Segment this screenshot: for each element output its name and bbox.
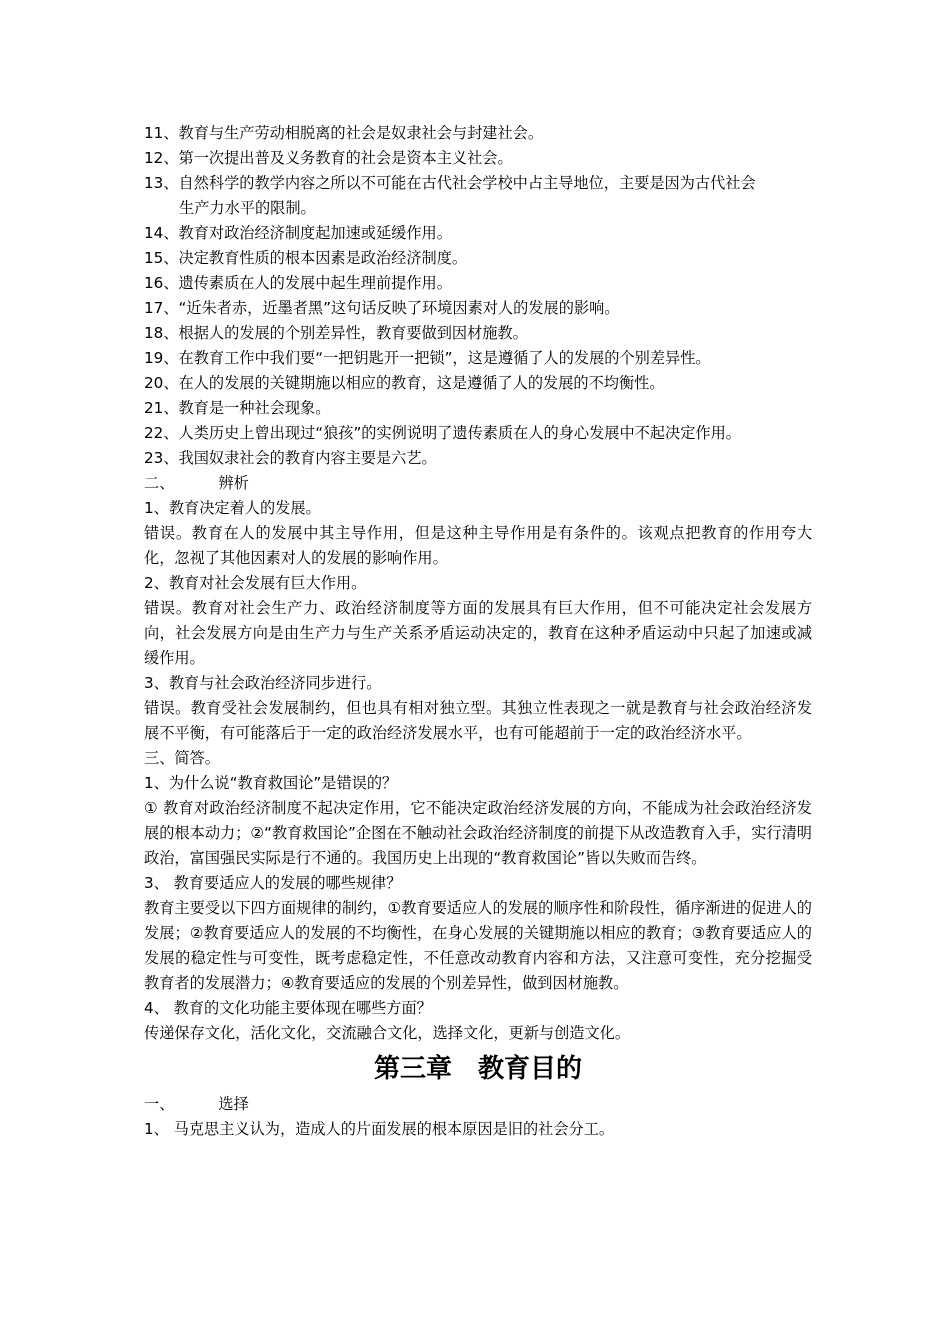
answer: 错误。教育受社会发展制约，但也具有相对独立型。其独立性表现之一就是教育与社会政治经济发展不平衡，有可能落后于一定的政治经济发展水平，也有可能超前于一定的政治经济水平。 xyxy=(144,699,812,742)
answer: ① 教育对政治经济制度不起决定作用，它不能决定政治经济发展的方向，不能成为社会政治经济发展的根本动力；②“教育救国论”企图在不触动社会政治经济制度的前提下从改造教育入手，实行清明政治，富国强民实际是行不通的。我国历史上出现的“教育救国论”皆以失败而告终。 xyxy=(144,799,812,867)
answer: 传递保存文化，活化文化，交流融合文化，选择文化，更新与创造文化。 xyxy=(144,1024,630,1042)
question: 1、教育决定着人的发展。 xyxy=(144,499,321,517)
section-number: 二、 xyxy=(144,474,175,492)
list-item-continuation: 生产力水平的限制。 xyxy=(179,199,316,217)
document-page xyxy=(144,121,812,1142)
list-item: 11、教育与生产劳动相脱离的社会是奴隶社会与封建社会。 xyxy=(144,124,544,142)
section-title: 选择 xyxy=(218,1095,249,1113)
list-item: 18、根据人的发展的个别差异性，教育要做到因材施教。 xyxy=(144,324,528,342)
question: 3、 教育要适应人的发展的哪些规律？ xyxy=(144,874,402,892)
list-item: 14、教育对政治经济制度起加速或延缓作用。 xyxy=(144,224,452,242)
section-title: 辨析 xyxy=(218,474,249,492)
list-item: 23、我国奴隶社会的教育内容主要是六艺。 xyxy=(144,449,437,467)
answer: 错误。教育对社会生产力、政治经济制度等方面的发展具有巨大作用，但不可能决定社会发展方向，社会发展方向是由生产力与生产关系矛盾运动决定的，教育在这种矛盾运动中只起了加速或减缓作用。 xyxy=(144,599,812,667)
list-item: 15、决定教育性质的根本因素是政治经济制度。 xyxy=(144,249,468,267)
question: 4、 教育的文化功能主要体现在哪些方面？ xyxy=(144,999,432,1017)
list-item: 1、 马克思主义认为，造成人的片面发展的根本原因是旧的社会分工。 xyxy=(144,1120,615,1138)
section-heading xyxy=(144,1092,812,1117)
list-item: 19、在教育工作中我们要“一把钥匙开一把锁”，这是遵循了人的发展的个别差异性。 xyxy=(144,349,711,367)
question: 3、教育与社会政治经济同步进行。 xyxy=(144,674,382,692)
list-item: 21、教育是一种社会现象。 xyxy=(144,399,331,417)
chapter-title: 第三章 教育目的 xyxy=(373,1054,582,1084)
list-item: 20、在人的发展的关键期施以相应的教育，这是遵循了人的发展的不均衡性。 xyxy=(144,374,665,392)
answer: 错误。教育在人的发展中其主导作用，但是这种主导作用是有条件的。该观点把教育的作用夸大化，忽视了其他因素对人的发展的影响作用。 xyxy=(144,524,812,567)
section-heading xyxy=(144,471,812,496)
question: 2、教育对社会发展有巨大作用。 xyxy=(144,574,367,592)
list-item: 16、遗传素质在人的发展中起生理前提作用。 xyxy=(144,274,452,292)
question: 1、为什么说“教育救国论”是错误的？ xyxy=(144,774,398,792)
list-item: 12、第一次提出普及义务教育的社会是资本主义社会。 xyxy=(144,149,513,167)
list-item: 13、自然科学的教学内容之所以不可能在古代社会学校中占主导地位，主要是因为古代社会 xyxy=(144,174,756,192)
answer: 教育主要受以下四方面规律的制约，①教育要适应人的发展的顺序性和阶段性，循序渐进的促进人的发展；②教育要适应人的发展的不均衡性，在身心发展的关键期施以相应的教育；③教育要适应人的发展的稳定性与可变性，既考虑稳定性，不任意改动教育内容和方法，又注意可变性，充分挖掘受教育者的发展潜力；④教育要适应的发展的个别差异性，做到因材施教。 xyxy=(144,899,812,992)
section-heading: 三、简答。 xyxy=(144,749,220,767)
list-item: 22、人类历史上曾出现过“狼孩”的实例说明了遗传素质在人的身心发展中不起决定作用。 xyxy=(144,424,741,442)
section-number: 一、 xyxy=(144,1095,175,1113)
list-item: 17、“近朱者赤，近墨者黑”这句话反映了环境因素对人的发展的影响。 xyxy=(144,299,620,317)
